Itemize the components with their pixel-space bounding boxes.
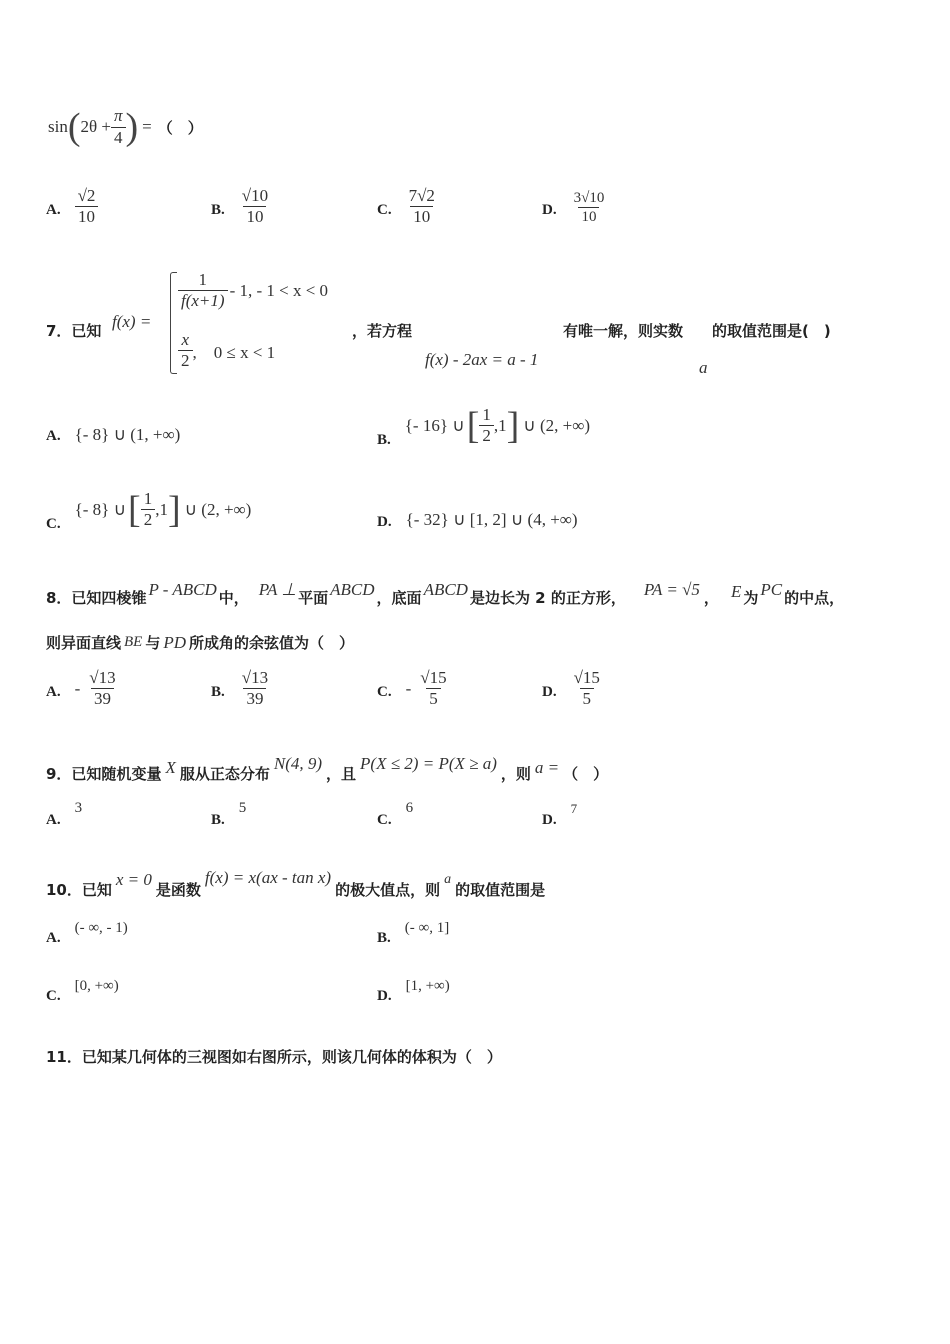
q9-d-value: 7: [570, 801, 578, 816]
q9-option-a[interactable]: [46, 800, 83, 829]
q8-t2: 中，: [218, 589, 249, 607]
frac-num: √13: [89, 668, 116, 687]
q7-c-bracket-close: ]: [167, 488, 181, 531]
frac-den: 5: [426, 688, 441, 709]
q8-m2: PA ⊥: [258, 580, 297, 599]
q7-option-b[interactable]: [377, 402, 590, 449]
q8-t4: ，底面: [376, 589, 422, 607]
q10-t2: 是函数: [155, 881, 201, 899]
q9-t5: （ ）: [563, 765, 609, 783]
q7-c-bracket-open: [: [128, 488, 141, 531]
frac-den: 39: [91, 688, 114, 709]
q7-piecewise-brace: [170, 272, 177, 374]
option-label: A.: [46, 812, 61, 828]
q9-t3: ，且: [326, 765, 357, 783]
option-label: A.: [46, 202, 61, 219]
q7-tail-text: 有唯一解，则实数: [563, 322, 684, 340]
option-label: D.: [542, 684, 557, 701]
q7-prefix: 7．已知: [46, 322, 102, 340]
frac-den: 5: [580, 688, 595, 709]
q9-m4: a =: [534, 758, 560, 777]
q10-d-value: [1, +∞): [405, 978, 450, 994]
q8-t6: ，: [703, 589, 719, 607]
option-label: C.: [377, 202, 392, 219]
q8-c-sign: -: [405, 678, 412, 698]
q8-be: BE: [124, 634, 143, 650]
q9-option-d[interactable]: [542, 801, 578, 829]
frac-num: √10: [241, 186, 269, 205]
q10-a-value: (- ∞, - 1): [74, 920, 128, 936]
q8-m3: ABCD: [330, 580, 375, 599]
q7-case-1: [178, 270, 328, 312]
q7-b-bracket-close: ]: [506, 404, 520, 447]
q6-option-b[interactable]: [211, 186, 271, 228]
q10-m3: a: [444, 872, 452, 887]
q7-tail-text-2: 的取值范围是( ): [712, 322, 831, 340]
q6-inner: 2θ +: [80, 117, 111, 136]
q7-option-a[interactable]: [46, 424, 180, 445]
q6-d-frac: [571, 189, 608, 226]
q7-case1-frac: [178, 270, 228, 312]
q7-option-d[interactable]: [377, 508, 578, 531]
q7-case-2: [178, 330, 275, 372]
q6-left-paren: (: [67, 106, 81, 148]
q10-option-b[interactable]: [377, 920, 450, 947]
q6-sin: sin: [48, 117, 68, 136]
q6-option-d[interactable]: [542, 189, 607, 226]
frac-num: 1: [143, 488, 153, 508]
q8-t1: 8．已知四棱锥: [46, 589, 147, 607]
q10-b-value: (- ∞, 1]: [404, 920, 450, 936]
q7-case1-cond: - 1, - 1 < x < 0: [229, 280, 329, 300]
frac-den: 10: [410, 206, 433, 227]
q9-c-value: 6: [405, 800, 414, 816]
q7-c-frac: [141, 489, 156, 531]
q9-stem: [46, 752, 608, 784]
q7-option-c[interactable]: [46, 486, 251, 533]
frac-num: √2: [77, 186, 96, 205]
q7-d-value: {- 32} ∪ [1, 2] ∪ (4, +∞): [405, 509, 578, 529]
option-label: C.: [377, 812, 392, 828]
frac-num: √15: [420, 668, 447, 687]
frac-den: f(x+1): [178, 290, 228, 311]
frac-den: 10: [243, 206, 266, 227]
q8-t8: 的中点，: [784, 589, 845, 607]
frac-num: √15: [573, 668, 600, 687]
frac-den: 2: [178, 350, 193, 371]
q10-t3: 的极大值点，则: [335, 881, 441, 899]
frac-num: x: [181, 330, 190, 349]
q8-option-c[interactable]: [377, 668, 450, 710]
q10-m1: x = 0: [115, 870, 152, 889]
q7-c-tail: ,1: [155, 499, 168, 519]
q9-option-b[interactable]: [211, 800, 247, 829]
option-label: C.: [377, 684, 392, 701]
q6-stem: [48, 102, 203, 152]
q6-a-frac: [75, 186, 99, 228]
q9-m1: X: [165, 758, 176, 777]
q8-line2-pre: 则异面直线: [46, 634, 122, 652]
q6-pi-over-4: [111, 106, 126, 148]
q10-option-d[interactable]: [377, 978, 450, 1005]
q8-m1: P - ABCD: [148, 580, 217, 599]
q9-b-value: 5: [238, 800, 247, 816]
frac-num: 1: [482, 404, 491, 424]
q7-b-tail: ,1: [493, 415, 507, 435]
frac-den: 10: [75, 206, 98, 227]
q7-b-frac: [479, 405, 494, 447]
q8-m6: E: [730, 582, 742, 601]
frac-num: 3√10: [573, 190, 605, 206]
option-label: C.: [46, 988, 61, 1004]
q7-case2-frac: [178, 330, 193, 372]
q7-mid-text: ，若方程: [352, 322, 413, 340]
q7-b-bracket-open: [: [466, 404, 480, 447]
q6-b-frac: [239, 186, 271, 228]
option-label: B.: [377, 930, 391, 946]
option-label: D.: [377, 514, 392, 530]
option-label: A.: [46, 428, 61, 444]
frac-num: 1: [198, 270, 208, 289]
q8-m7: PC: [760, 580, 783, 599]
q8-stem-line2: [46, 632, 354, 653]
q8-m5: PA = √5: [643, 580, 700, 599]
q8-option-b[interactable]: [211, 668, 271, 710]
q6-option-a[interactable]: [46, 186, 98, 228]
option-label: C.: [46, 516, 61, 532]
q8-d-frac: [571, 668, 603, 710]
q8-b-frac: [239, 668, 271, 710]
q7-c-post: ∪ (2, +∞): [184, 499, 252, 519]
q9-m3: P(X ≤ 2) = P(X ≥ a): [360, 754, 497, 773]
q9-t1: 9．已知随机变量: [46, 765, 162, 783]
q10-option-c[interactable]: [46, 978, 119, 1005]
q11-stem: 11．已知某几何体的三视图如右图所示，则该几何体的体积为（ ）: [46, 1048, 502, 1066]
q9-m2: N(4, 9): [273, 754, 323, 773]
q6-four: 4: [111, 127, 126, 148]
q6-right-paren: ): [125, 106, 139, 148]
q9-t2: 服从正态分布: [179, 765, 270, 783]
q10-t4: 的取值范围是: [455, 881, 546, 899]
q6-answer-paren: （ ）: [157, 118, 203, 137]
option-label: A.: [46, 930, 61, 946]
frac-den: 2: [479, 425, 494, 446]
q6-equals: =: [142, 117, 152, 136]
q7-var-a: a: [699, 358, 708, 377]
option-label: B.: [211, 202, 225, 219]
frac-den: 10: [578, 207, 599, 226]
q8-line2-post: 所成角的余弦值为（ ）: [189, 634, 355, 652]
q6-pi: π: [113, 106, 123, 126]
q8-option-d[interactable]: [542, 668, 603, 710]
q8-pd: PD: [163, 632, 187, 652]
q10-m2: f(x) = x(ax - tan x): [204, 868, 332, 887]
q9-t4: ，则: [500, 765, 531, 783]
q7-c-pre: {- 8} ∪: [74, 499, 127, 519]
q8-line2-mid: 与: [145, 634, 161, 652]
q8-m4: ABCD: [423, 580, 468, 599]
q6-c-frac: [406, 186, 438, 228]
frac-num: √13: [241, 668, 269, 687]
frac-den: 39: [243, 688, 266, 709]
q8-t7: 为: [743, 589, 759, 607]
option-label: D.: [377, 988, 392, 1004]
q7-b-post: ∪ (2, +∞): [523, 415, 590, 435]
frac-num: 7√2: [408, 186, 435, 205]
q10-stem: [46, 868, 545, 900]
q8-a-frac: [86, 668, 118, 710]
q8-t5: 是边长为 2 的正方形，: [469, 589, 626, 607]
q10-option-a[interactable]: [46, 920, 128, 947]
q10-t1: 10．已知: [46, 881, 112, 899]
q7-case2-cond: , 0 ≤ x < 1: [192, 343, 276, 363]
frac-den: 2: [141, 509, 156, 530]
option-label: B.: [377, 432, 391, 448]
q10-c-value: [0, +∞): [74, 978, 119, 994]
q8-a-sign: -: [74, 678, 81, 698]
q6-option-c[interactable]: [377, 186, 438, 228]
option-label: B.: [211, 812, 225, 828]
q9-a-value: 3: [74, 800, 83, 816]
option-label: D.: [542, 812, 557, 828]
option-label: B.: [211, 684, 225, 701]
q7-equation: f(x) - 2ax = a - 1: [425, 350, 539, 369]
q9-option-c[interactable]: [377, 800, 414, 829]
q8-t3: 平面: [298, 589, 329, 607]
q8-option-a[interactable]: [46, 668, 119, 710]
q7-fx: f(x) =: [112, 312, 152, 331]
option-label: D.: [542, 202, 557, 218]
q7-a-value: {- 8} ∪ (1, +∞): [74, 424, 181, 444]
q8-c-frac: [417, 668, 449, 710]
option-label: A.: [46, 684, 61, 701]
q7-b-pre: {- 16} ∪: [404, 415, 465, 435]
q8-stem-line1: [46, 576, 844, 608]
